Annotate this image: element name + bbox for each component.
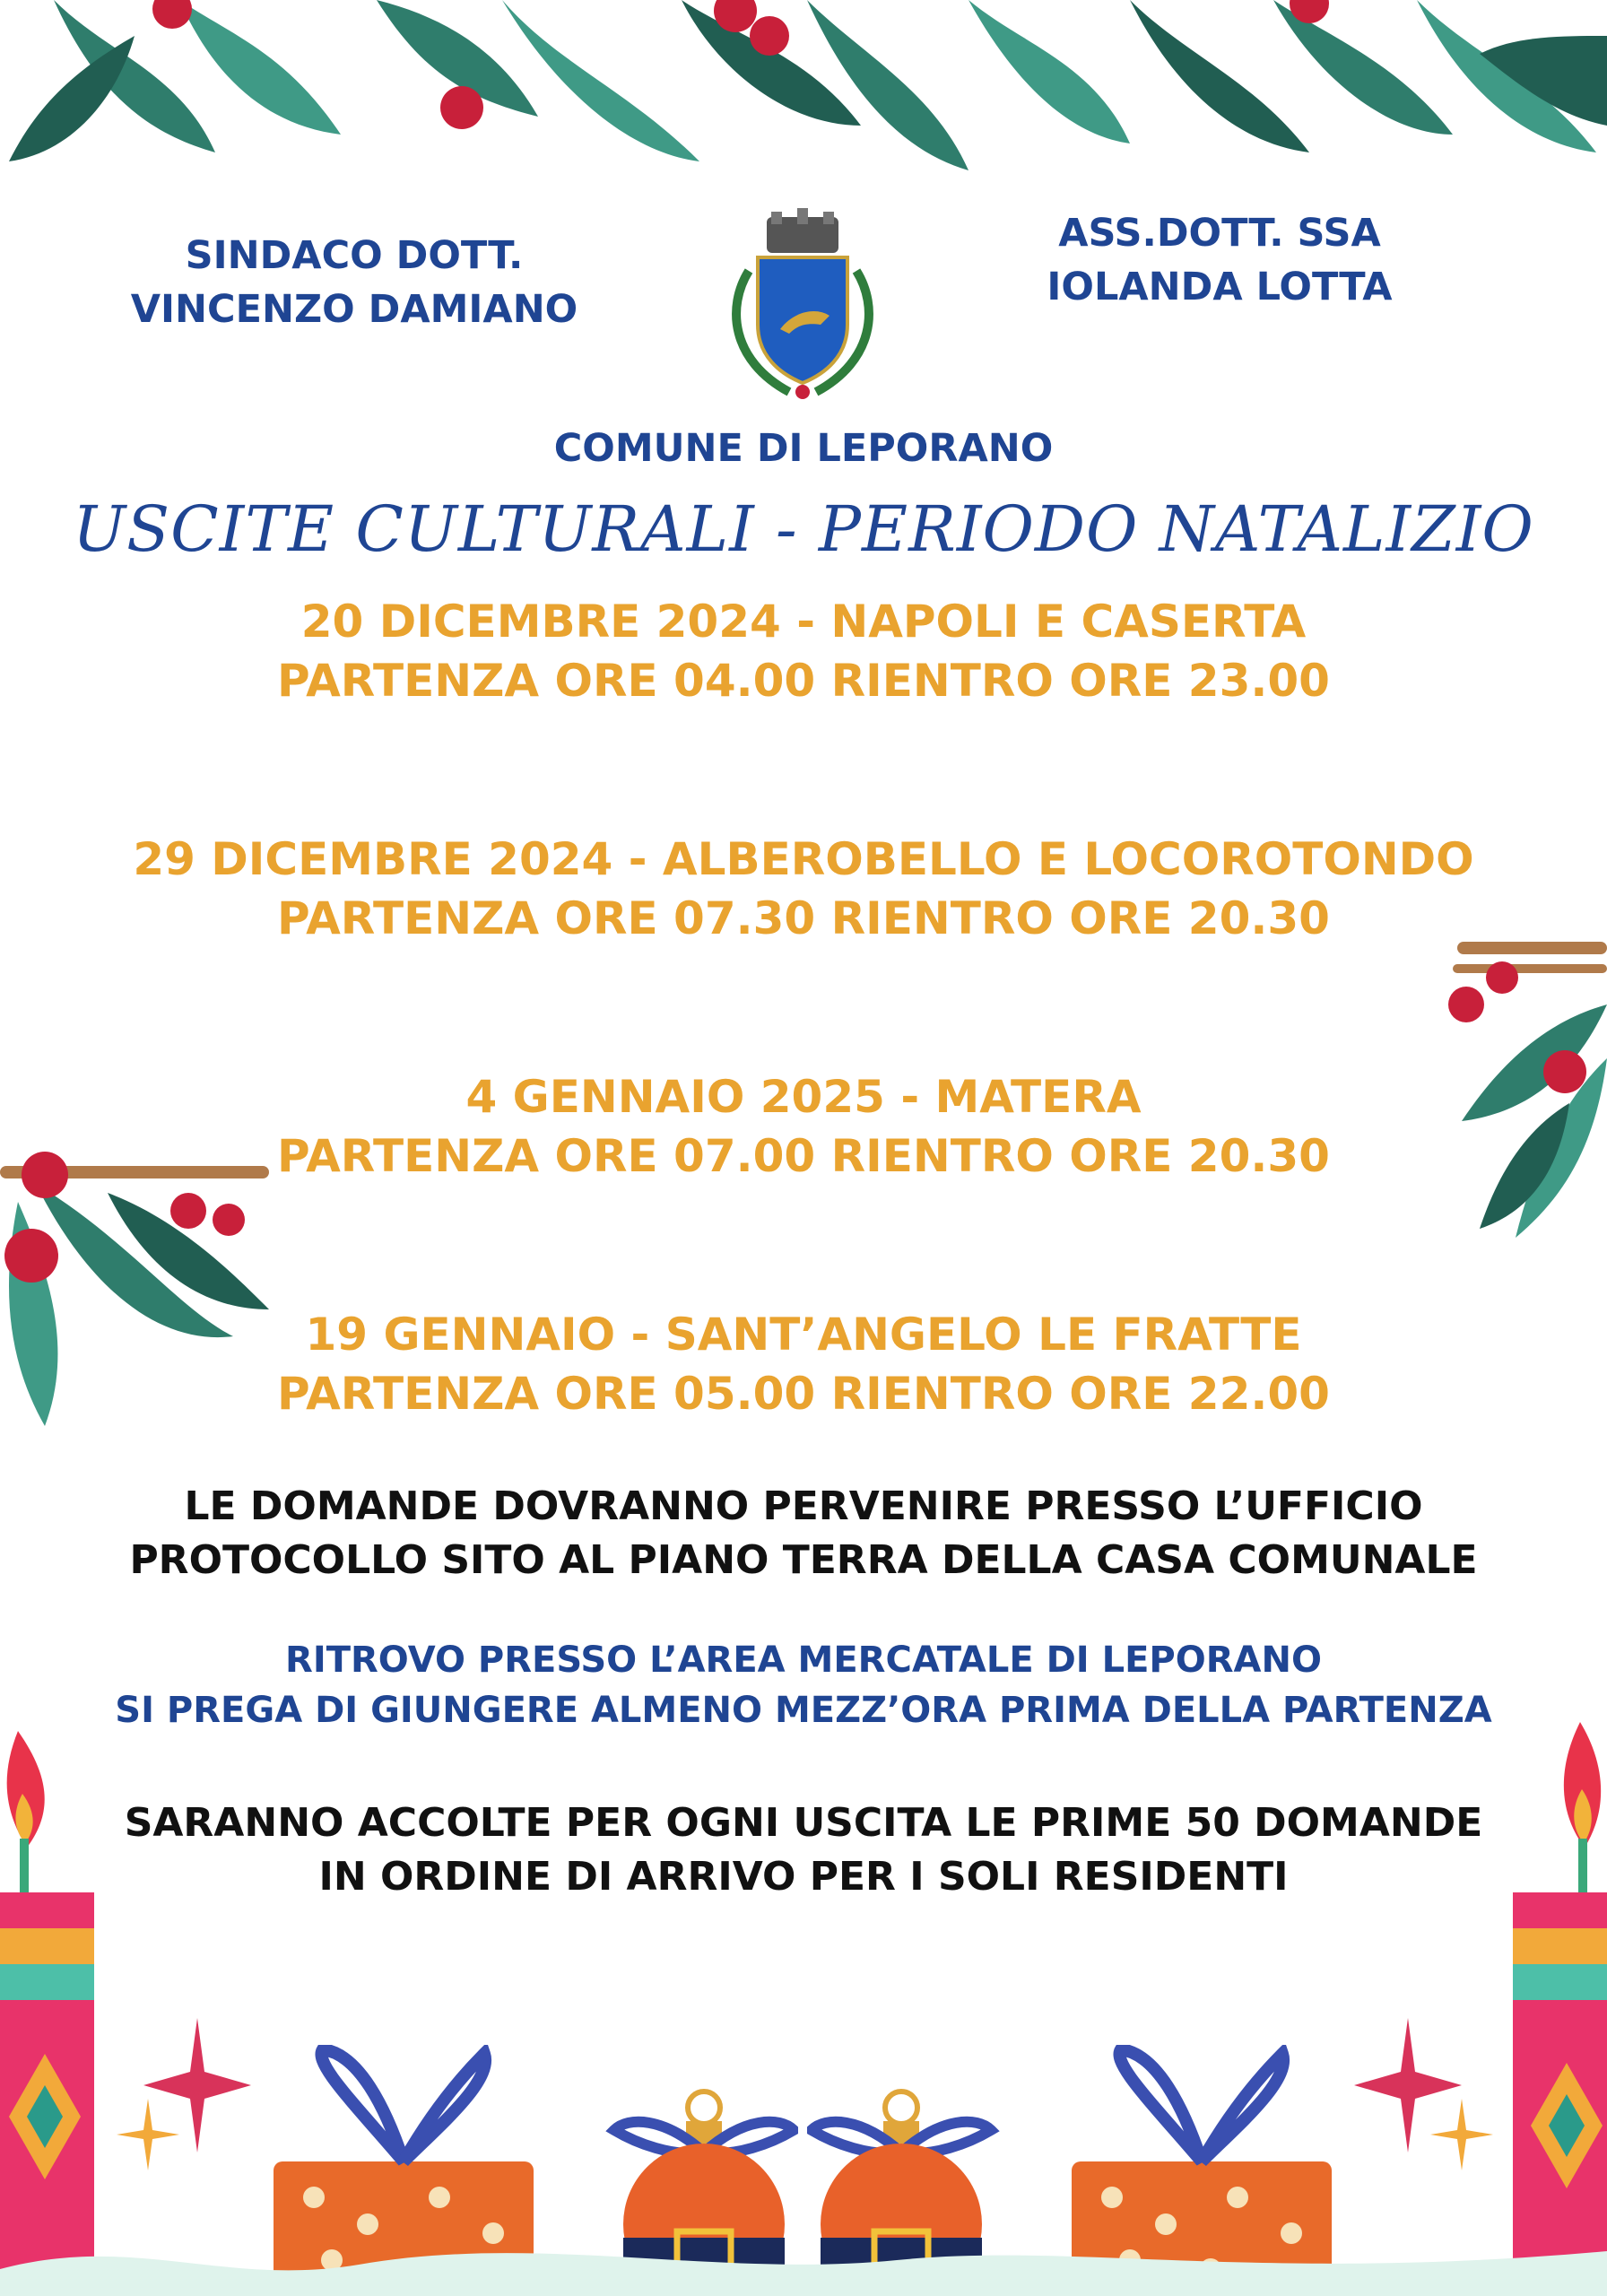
municipality-name: COMUNE DI LEPORANO bbox=[553, 426, 1054, 471]
trip-times: PARTENZA ORE 07.00 RIENTRO ORE 20.30 bbox=[277, 1130, 1330, 1182]
trip-date-destination: 4 GENNAIO 2025 - MATERA bbox=[465, 1071, 1142, 1123]
candle-icon bbox=[0, 1704, 99, 2296]
admission-limit-note bbox=[0, 1796, 1607, 1904]
admission-limit-line: IN ORDINE DI ARRIVO PER I SOLI RESIDENTI bbox=[318, 1854, 1289, 1900]
meeting-note bbox=[0, 1635, 1607, 1735]
meeting-note-line: SI PREGA DI GIUNGERE ALMENO MEZZ’ORA PRIMA DELLA PARTENZA bbox=[115, 1690, 1492, 1731]
candle-icon bbox=[1508, 1704, 1607, 2296]
trip-date-destination: 29 DICEMBRE 2024 - ALBEROBELLO E LOCOROTONDO bbox=[133, 833, 1474, 885]
councillor-title: ASS.DOTT. SSA bbox=[1058, 211, 1381, 256]
page-title: USCITE CULTURALI - PERIODO NATALIZIO bbox=[73, 492, 1534, 566]
holly-branch-icon bbox=[0, 1130, 278, 1444]
holly-garland-icon bbox=[0, 0, 1607, 206]
trip-date-destination: 19 GENNAIO - SANT’ANGELO LE FRATTE bbox=[305, 1309, 1302, 1361]
admission-limit-line: SARANNO ACCOLTE PER OGNI USCITA LE PRIME 50 DOMANDE bbox=[124, 1800, 1483, 1846]
sparkle-icon bbox=[117, 2099, 179, 2170]
snowy-ground-icon bbox=[0, 2215, 1607, 2296]
trip-date-destination: 20 DICEMBRE 2024 - NAPOLI E CASERTA bbox=[300, 596, 1307, 648]
sparkle-icon bbox=[1430, 2099, 1493, 2170]
trip-times: PARTENZA ORE 04.00 RIENTRO ORE 23.00 bbox=[277, 655, 1330, 707]
mayor-name: VINCENZO DAMIANO bbox=[130, 287, 578, 332]
trip-times: PARTENZA ORE 07.30 RIENTRO ORE 20.30 bbox=[277, 892, 1330, 944]
mayor-title: SINDACO DOTT. bbox=[185, 233, 524, 278]
meeting-note-line: RITROVO PRESSO L’AREA MERCATALE DI LEPORANO bbox=[285, 1639, 1322, 1681]
trip-times: PARTENZA ORE 05.00 RIENTRO ORE 22.00 bbox=[277, 1368, 1330, 1420]
applications-note-line: PROTOCOLLO SITO AL PIANO TERRA DELLA CASA COMUNALE bbox=[129, 1537, 1478, 1583]
councillor-name: IOLANDA LOTTA bbox=[1047, 265, 1393, 309]
trip-item bbox=[0, 592, 1607, 710]
applications-note-line: LE DOMANDE DOVRANNO PERVENIRE PRESSO L’UFFICIO bbox=[184, 1483, 1423, 1529]
applications-note bbox=[0, 1480, 1607, 1587]
coat-of-arms-icon bbox=[717, 208, 888, 410]
holly-branch-icon bbox=[1435, 924, 1607, 1265]
trip-item bbox=[0, 830, 1607, 948]
